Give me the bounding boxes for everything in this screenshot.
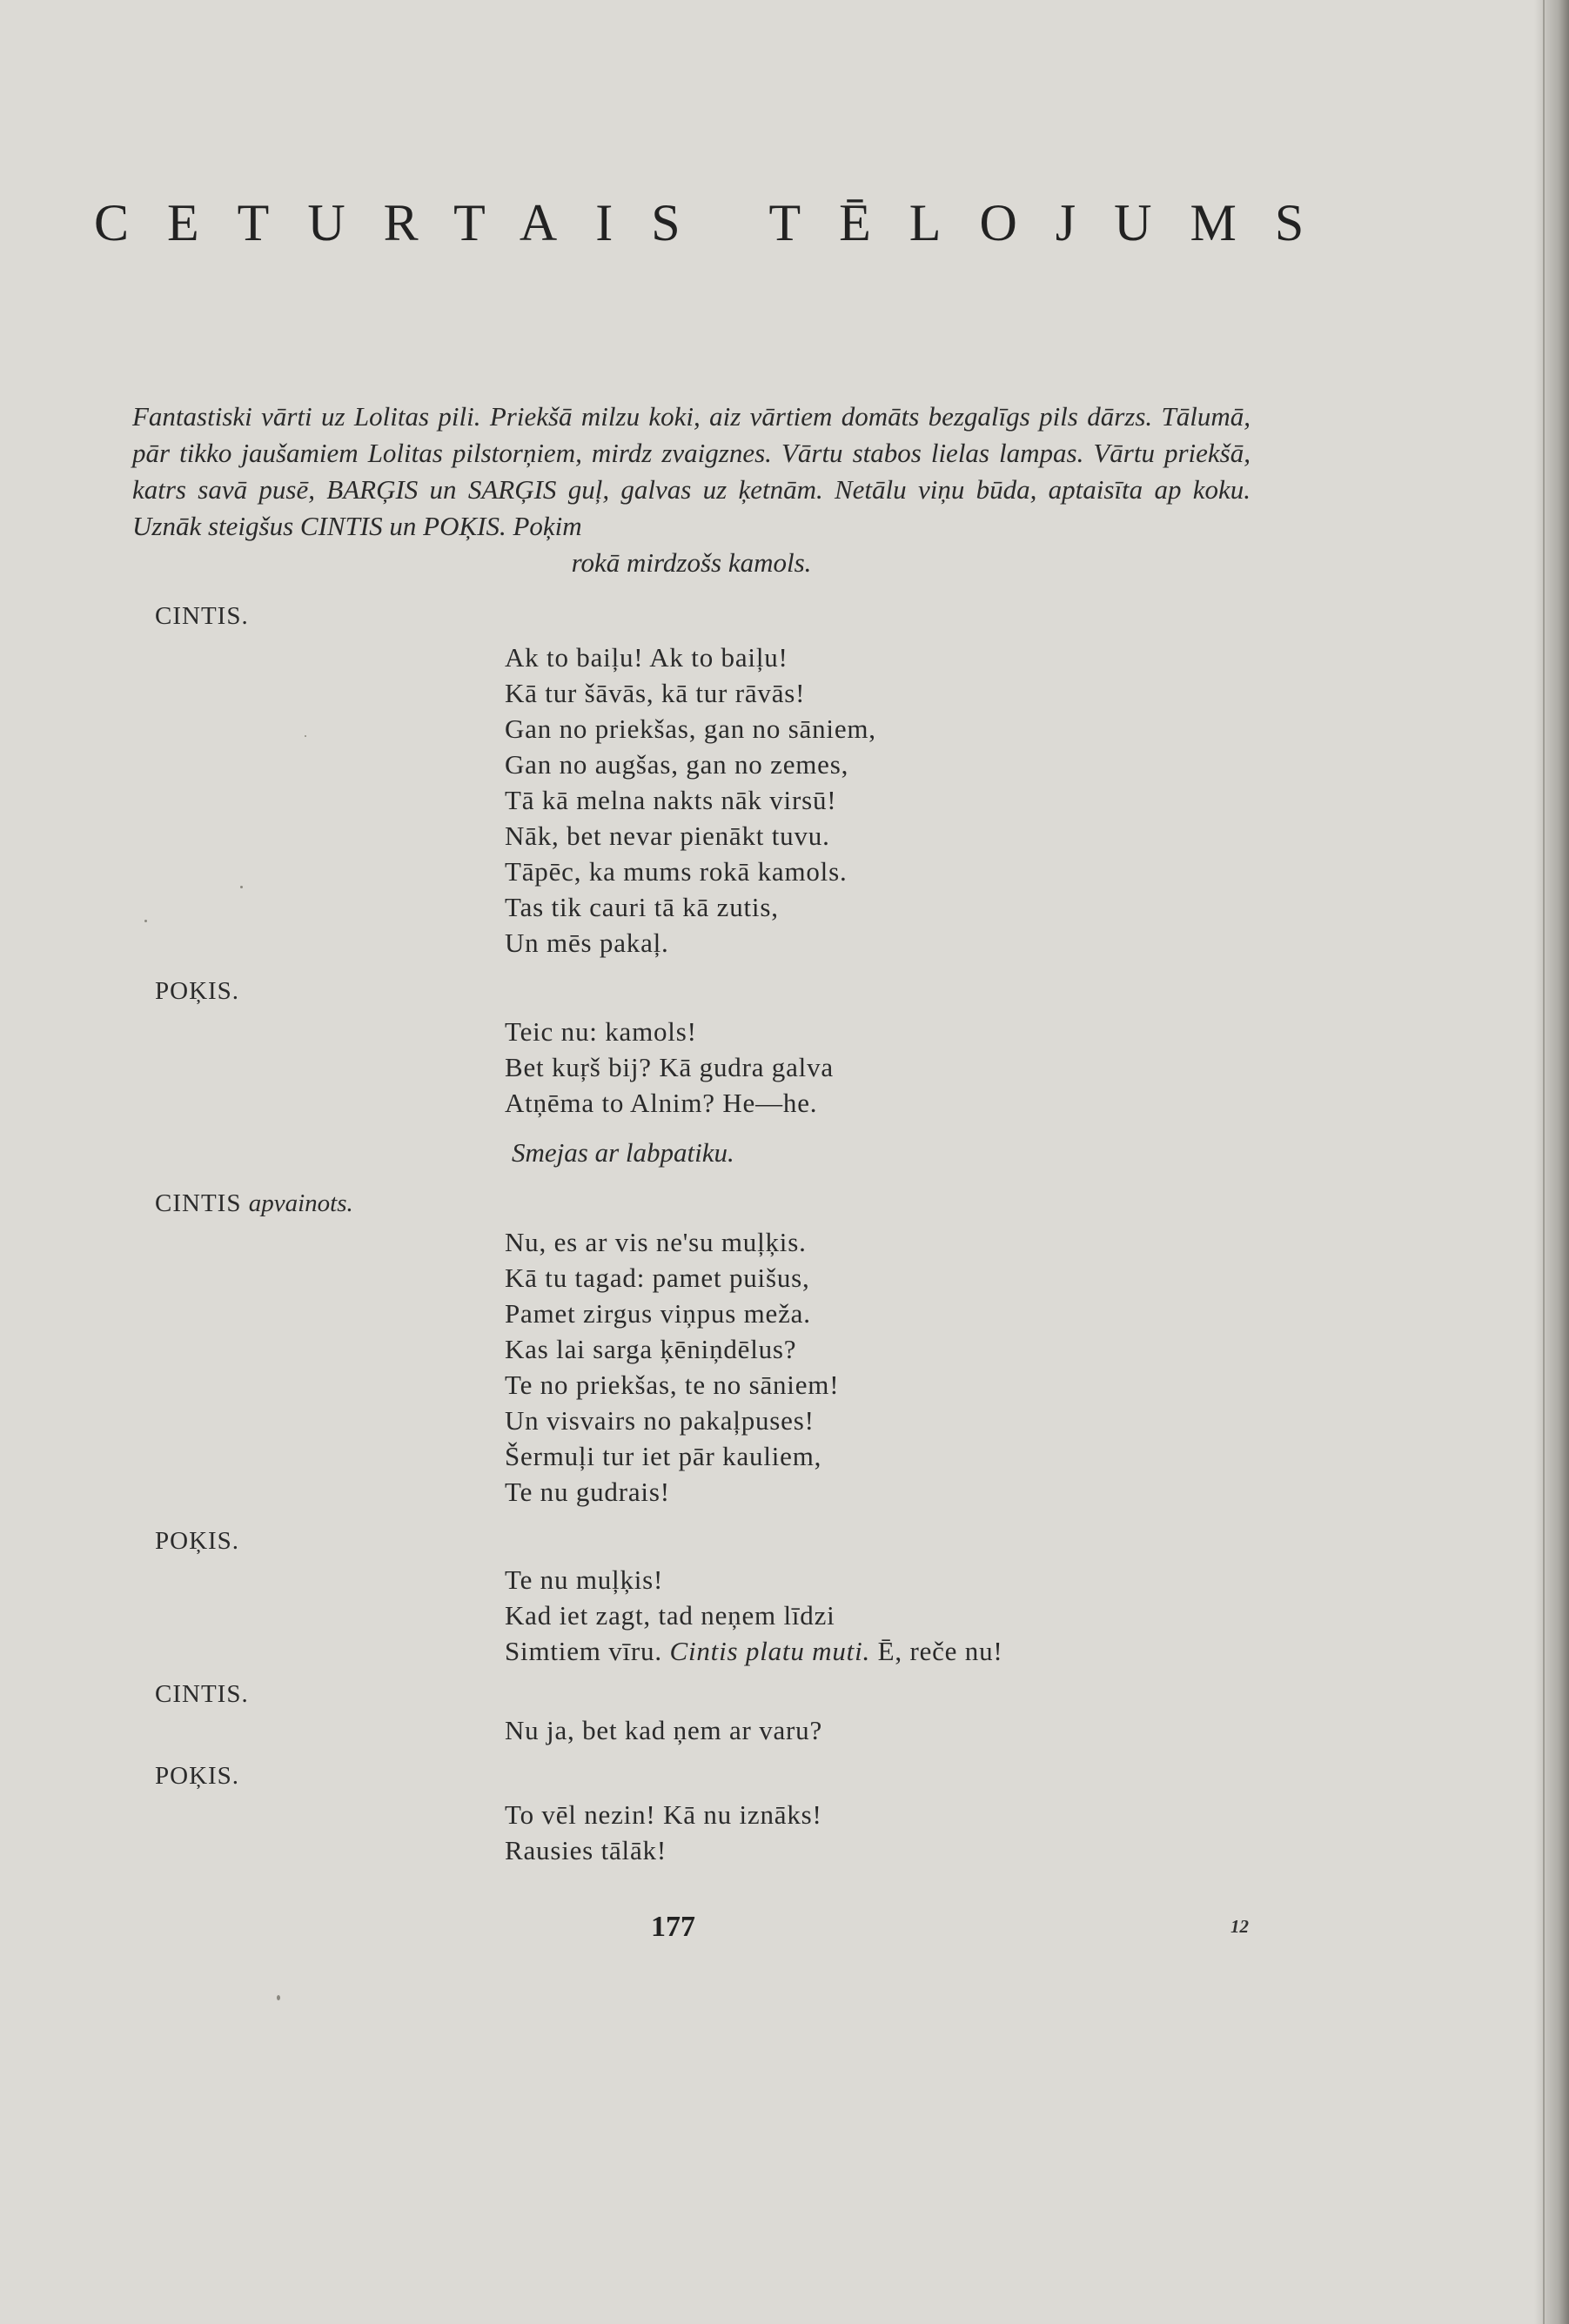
verse-line: Bet kuŗš bij? Kā gudra galva: [505, 1052, 834, 1082]
stage-direction: [132, 398, 1251, 581]
verse-line: Kas lai sarga ķēniņdēlus?: [505, 1334, 797, 1364]
verse-line: Nu ja, bet kad ņem ar varu?: [505, 1715, 823, 1745]
speaker-name: POĶIS.: [155, 1762, 240, 1790]
speaker-name: CINTIS.: [155, 602, 249, 630]
page-edge-shadow: [1534, 0, 1569, 2324]
verse-line: Gan no priekšas, gan no sāniem,: [505, 713, 876, 744]
verse-line: Te nu gudrais!: [505, 1477, 670, 1507]
verse-block: [505, 640, 876, 961]
page-title: CETURTAIS TĒLOJUMS: [94, 194, 1343, 251]
verse-line: Ak to baiļu! Ak to baiļu!: [505, 642, 788, 673]
verse-block: [505, 1797, 822, 1868]
speaker-name: POĶIS.: [155, 977, 240, 1005]
verse-line: Atņēma to Alnim? He—he.: [505, 1088, 818, 1118]
speaker-name: CINTIS.: [155, 1680, 249, 1708]
verse-block: [505, 1014, 834, 1121]
verse-block: [505, 1224, 839, 1510]
verse-line-with-direction: [505, 1633, 1003, 1669]
verse-line: To vēl nezin! Kā nu iznāks!: [505, 1799, 822, 1830]
verse-line: Te nu muļķis!: [505, 1564, 664, 1595]
verse-line: Un visvairs no pakaļpuses!: [505, 1405, 815, 1436]
verse-line: Šermuļi tur iet pār kauliem,: [505, 1441, 822, 1471]
verse-line: Kā tu tagad: pamet puišus,: [505, 1262, 810, 1293]
verse-text: Ē, reče nu!: [877, 1636, 1003, 1666]
verse-line: Tas tik cauri tā kā zutis,: [505, 892, 779, 922]
speaker-note: apvainots.: [248, 1189, 353, 1217]
verse-line: Tāpēc, ka mums rokā kamols.: [505, 856, 848, 887]
verse-line: Rausies tālāk!: [505, 1835, 667, 1865]
speaker-name-text: CINTIS: [155, 1189, 242, 1217]
paper-speck: [144, 920, 147, 922]
verse-line: Te no priekšas, te no sāniem!: [505, 1370, 840, 1400]
signature-mark: 12: [1230, 1916, 1249, 1937]
verse-line: Pamet zirgus viņpus meža.: [505, 1298, 811, 1329]
stage-direction-text: Fantastiski vārti uz Lolitas pili. Priekšā milzu koki, aiz vārtiem domāts bezgalīgs pils dārzs. Tālumā, pār tikko jaušamiem Lolitas pilstorņiem, mirdz zvaigznes. Vārtu stabos lielas lampas. Vārtu priekšā, katrs savā pusē, BARĢIS un SARĢIS guļ, galvas uz ķetnām. Netālu viņu būda, aptaisīta ap koku. Uznāk steigšus CINTIS un POĶIS. Poķim: [132, 401, 1251, 541]
verse-line: Gan no augšas, gan no zemes,: [505, 749, 849, 780]
page-edge-line: [1543, 0, 1545, 2324]
verse-block: [505, 1712, 822, 1748]
verse-line: Kad iet zagt, tad neņem līdzi: [505, 1600, 835, 1631]
verse-line: Teic nu: kamols!: [505, 1016, 697, 1047]
inline-stage-direction: Cintis platu muti.: [669, 1636, 871, 1666]
verse-line: Tā kā melna nakts nāk virsū!: [505, 785, 837, 815]
verse-line: Nu, es ar vis ne'su muļķis.: [505, 1227, 807, 1257]
stage-direction-inline: Smejas ar labpatiku.: [512, 1137, 734, 1168]
verse-block: [505, 1562, 1003, 1669]
paper-speck: [305, 735, 306, 737]
stage-direction-text-end: rokā mirdzošs kamols.: [571, 547, 812, 578]
verse-line: Nāk, bet nevar pienākt tuvu.: [505, 820, 830, 851]
verse-text: Simtiem vīru.: [505, 1636, 662, 1666]
speaker-name: POĶIS.: [155, 1527, 240, 1555]
verse-line: Un mēs pakaļ.: [505, 928, 669, 958]
verse-line: Kā tur šāvās, kā tur rāvās!: [505, 678, 806, 708]
paper-speck: [277, 1995, 280, 2000]
speaker-name: [155, 1189, 353, 1218]
paper-speck: [240, 886, 243, 888]
page-number: 177: [651, 1911, 695, 1943]
